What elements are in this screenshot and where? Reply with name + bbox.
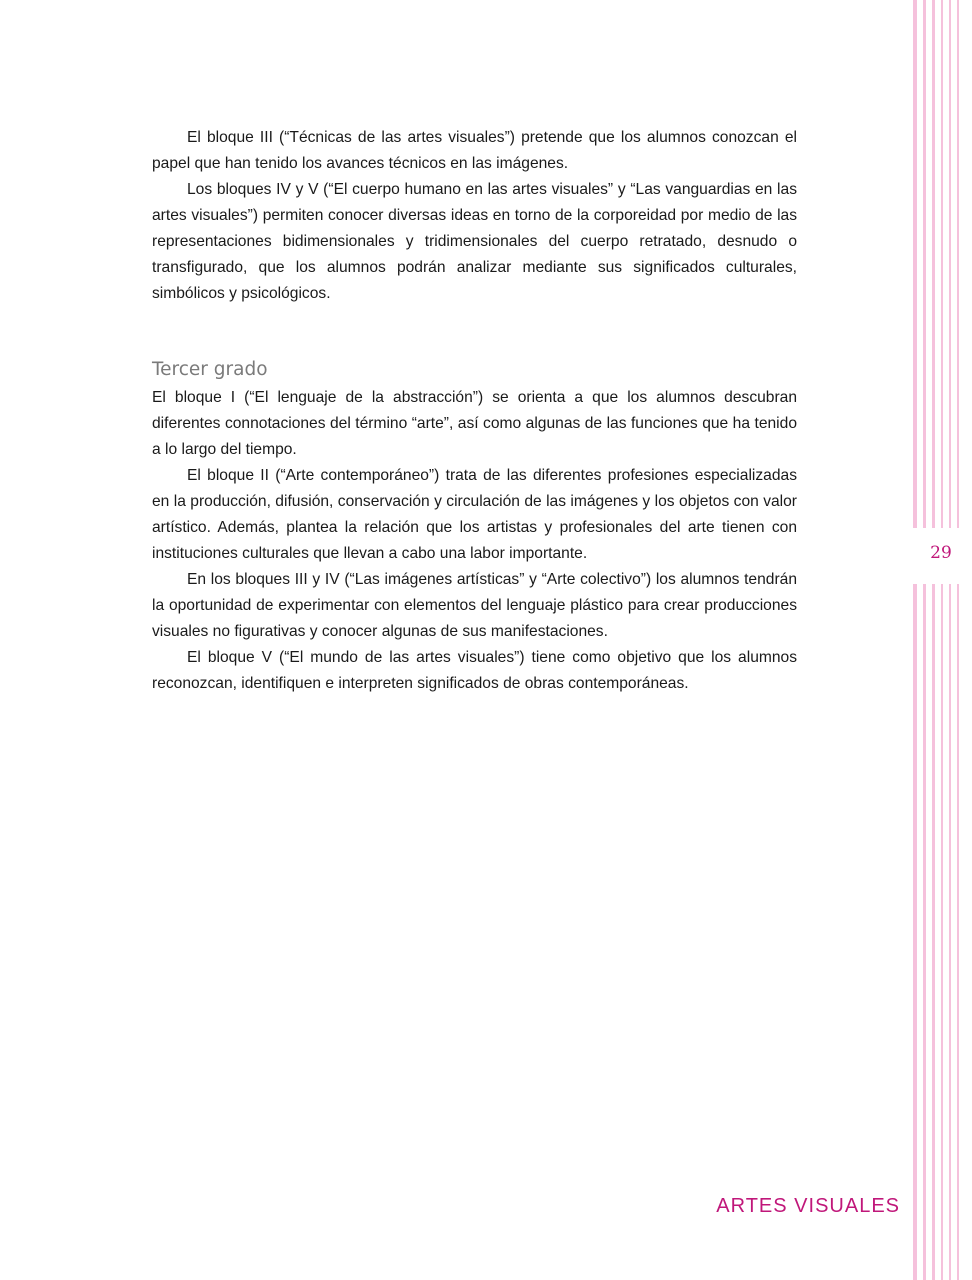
footer-subject-label: ARTES VISUALES [716,1195,900,1217]
second-grade-continued-text [152,125,797,307]
paragraph: Los bloques IV y V (“El cuerpo humano en las artes visuales” y “Las vanguardias en las artes visuales”) permiten conocer diversas ideas en torno de la corporeidad por medio de las representaciones bidimensionales y tridimensionales del cuerpo retratado, desnudo o transfigurado, que los alumnos podrán analizar mediante sus significados culturales, simbólicos y psicológicos. [152,181,797,302]
paragraph: El bloque V (“El mundo de las artes visuales”) tiene como objetivo que los alumnos reconozcan, identifiquen e interpreten significados de obras contemporáneas. [152,649,797,692]
paragraph: El bloque III (“Técnicas de las artes visuales”) pretende que los alumnos conozcan el papel que han tenido los avances técnicos en las imágenes. [152,129,797,172]
page-number: 29 [930,543,952,563]
paragraph: En los bloques III y IV (“Las imágenes artísticas” y “Arte colectivo”) los alumnos tendrán la oportunidad de experimentar con elementos del lenguaje plástico para crear producciones visuales no figurativas y conocer algunas de sus manifestaciones. [152,571,797,640]
decorative-side-stripes [913,0,961,1280]
paragraph: El bloque II (“Arte contemporáneo”) trata de las diferentes profesiones especializadas en la producción, difusión, conservación y circulación de las imágenes y los objetos con valor artístico. Además, plantea la relación que los artistas y profesionales del arte tienen con instituciones culturales que llevan a cabo una labor importante. [152,467,797,562]
third-grade-text [152,385,797,697]
paragraph: El bloque I (“El lenguaje de la abstracción”) se orienta a que los alumnos descubran diferentes connotaciones del término “arte”, así como algunas de las funciones que ha tenido a lo largo del tiempo. [152,389,797,458]
section-heading-third-grade: Tercer grado [152,359,268,380]
